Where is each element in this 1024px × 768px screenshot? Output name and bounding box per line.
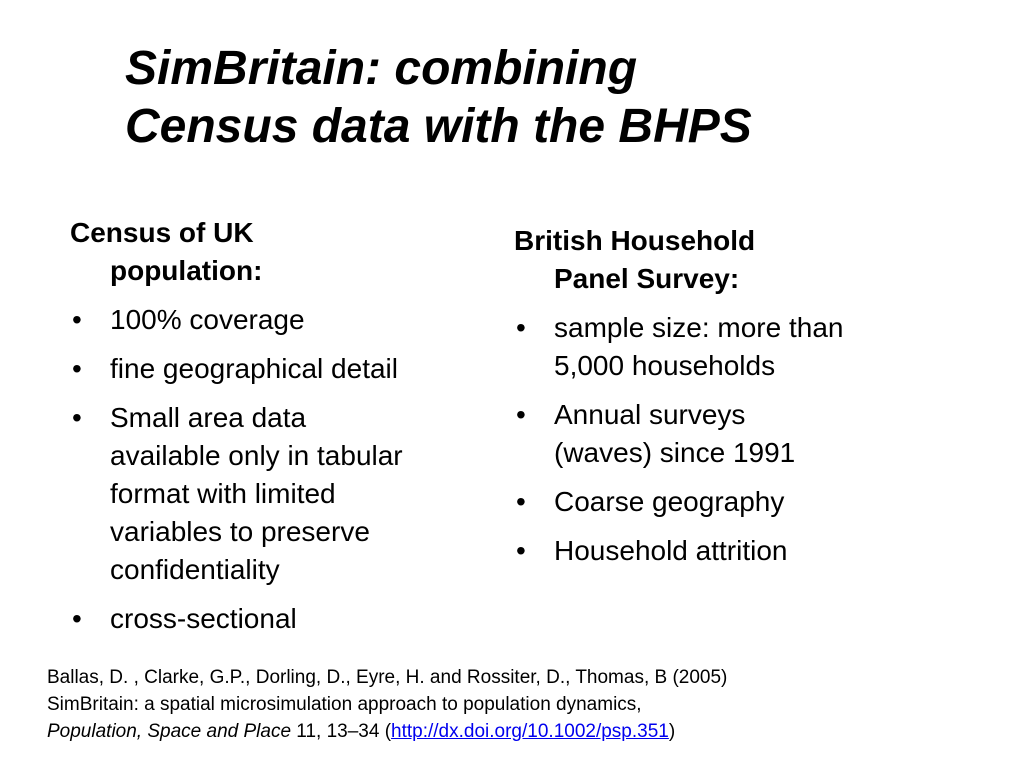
reference-title: SimBritain: a spatial microsimulation approach to population dynamics, [47, 694, 642, 715]
bhps-heading-line-1: British Household [514, 225, 756, 256]
bullet-icon: • [516, 486, 526, 517]
list-item-text: sample size: more than [554, 312, 844, 343]
list-item [514, 309, 954, 385]
slide-title-line-2: Census data with the BHPS [125, 100, 752, 153]
reference-citation [47, 664, 727, 745]
list-item [70, 350, 490, 388]
bullet-icon: • [516, 399, 526, 430]
slide-title-line-1: SimBritain: combining [125, 42, 638, 95]
bhps-bullet-list [514, 309, 954, 570]
reference-authors: Ballas, D. , Clarke, G.P., Dorling, D., Eyre, H. and Rossiter, D., Thomas, B (2005) [47, 667, 728, 688]
list-item [70, 301, 490, 339]
census-heading-line-1: Census of UK [70, 217, 254, 248]
list-item-text: 100% coverage [110, 304, 305, 335]
list-item [514, 483, 954, 521]
reference-closing: ) [668, 721, 676, 742]
bhps-heading [514, 222, 954, 298]
census-heading [70, 214, 490, 290]
list-item-text: Coarse geography [554, 486, 785, 517]
list-item [70, 600, 490, 638]
reference-source [47, 718, 727, 745]
list-item-text: variables to preserve [110, 516, 370, 547]
list-item-text: 5,000 households [554, 350, 776, 381]
list-item-text: fine geographical detail [110, 353, 398, 384]
bullet-icon: • [516, 535, 526, 566]
census-heading-line-2: population: [110, 255, 263, 286]
list-item-text: available only in tabular [110, 440, 403, 471]
list-item-text: format with limited [110, 478, 336, 509]
list-item-text: confidentiality [110, 554, 280, 585]
bullet-icon: • [72, 603, 82, 634]
list-item-text: (waves) since 1991 [554, 437, 796, 468]
slide-title [125, 40, 752, 156]
list-item-text: Small area data [110, 402, 307, 433]
reference-journal: Population, Space and Place [47, 721, 292, 742]
bullet-icon: • [72, 353, 82, 384]
list-item-text: cross-sectional [110, 603, 297, 634]
list-item [514, 532, 954, 570]
doi-link[interactable]: http://dx.doi.org/10.1002/psp.351 [391, 721, 669, 742]
list-item [70, 399, 490, 589]
bhps-heading-line-2: Panel Survey: [554, 263, 740, 294]
census-bullet-list [70, 301, 490, 638]
bullet-icon: • [516, 312, 526, 343]
bhps-column [514, 222, 954, 570]
list-item-text: Annual surveys [554, 399, 746, 430]
list-item [514, 396, 954, 472]
list-item-text: Household attrition [554, 535, 788, 566]
bullet-icon: • [72, 402, 82, 433]
bullet-icon: • [72, 304, 82, 335]
reference-volume-pages: 11, 13–34 ( [291, 721, 392, 742]
census-column [70, 214, 490, 638]
